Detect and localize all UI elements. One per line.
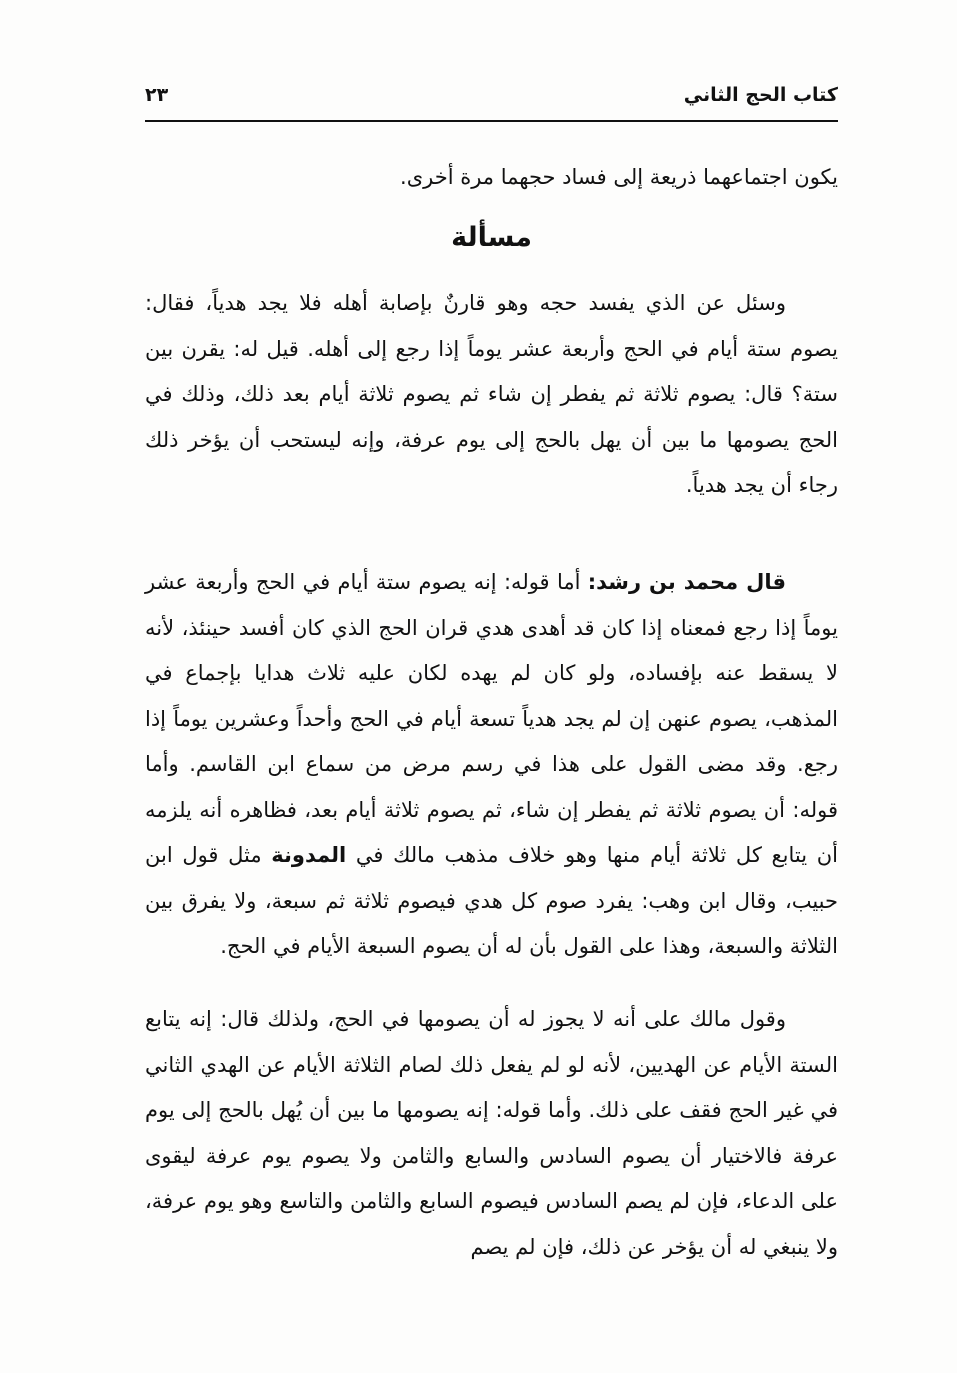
paragraph-continuation: وقول مالك على أنه لا يجوز له أن يصومها في الحج، ولذلك قال: إنه يتابع الستة الأيام عن الهديين، لأنه لو لم يفعل ذلك لصام الثلاثة الأيام عن الهدي الثاني في غير الحج فقف على ذلك. وأما قوله: إنه يصومها ما بين أن يُهل بالحج إلى يوم عرفة فالاختيار أن يصوم السادس والسابع والثامن ولا يصوم يوم عرفة ليقوى على الدعاء، فإن لم يصم السادس فيصوم السابع والثامن والتاسع وهو يوم عرفة، ولا ينبغي له أن يؤخر عن ذلك، فإن لم يصم [145,1007,838,1259]
cited-work: المدونة [271,843,347,867]
commentator-name: قال محمد بن رشد: [587,570,786,594]
page-number: ٢٣ [145,84,169,106]
page-header [145,82,838,122]
intro-line: يكون اجتماعهما ذريعة إلى فساد حجهما مرة أخرى. [400,165,838,189]
paragraph-commentary [145,560,838,970]
header-rule [145,120,838,122]
section-heading: مسألة [451,222,532,253]
commentary-text-b: مثل قول ابن حبيب، وقال ابن وهب: يفرد صوم كل هدي فيصوم ثلاثة ثم سبعة، ولا يفرق بين الثلاثة والسبعة، وهذا على القول بأن له أن يصوم السبعة الأيام في الحج. [145,843,838,958]
commentary-text-a: أما قوله: إنه يصوم ستة أيام في الحج وأربعة عشر يوماً إذا رجع فمعناه إذا كان قد أهدى هدي قران الحج الذي كان أفسد حينئذ، لأنه لا يسقط عنه بإفساده، ولو كان لم يهده لكان عليه ثلاث هدايا بإجماع في المذهب، يصوم عنهن إن لم يجد هدياً تسعة أيام في الحج وأحداً وعشرين يوماً إذا رجع. وقد مضى القول على هذا في رسم مرض من سماع ابن القاسم. وأما قوله: أن يصوم ثلاثة ثم يفطر إن شاء، ثم يصوم ثلاثة أيام بعد، فظاهره أنه يلزمه أن يتابع كل ثلاثة أيام منها وهو خلاف مذهب مالك في [145,570,838,867]
paragraph-question: وسئل عن الذي يفسد حجه وهو قارنٌ بإصابة أهله فلا يجد هدياً، فقال: يصوم ستة أيام في الحج وأربعة عشر يوماً إذا رجع إلى أهله. قيل له: يقرن بين ستة؟ قال: يصوم ثلاثة ثم يفطر إن شاء ثم يصوم ثلاثة أيام بعد ذلك، وذلك في الحج يصومها ما بين أن يهل بالحج إلى يوم عرفة، وإنه ليستحب أن يؤخر ذلك رجاء أن يجد هدياً. [145,291,838,497]
running-title: كتاب الحج الثاني [683,84,838,106]
